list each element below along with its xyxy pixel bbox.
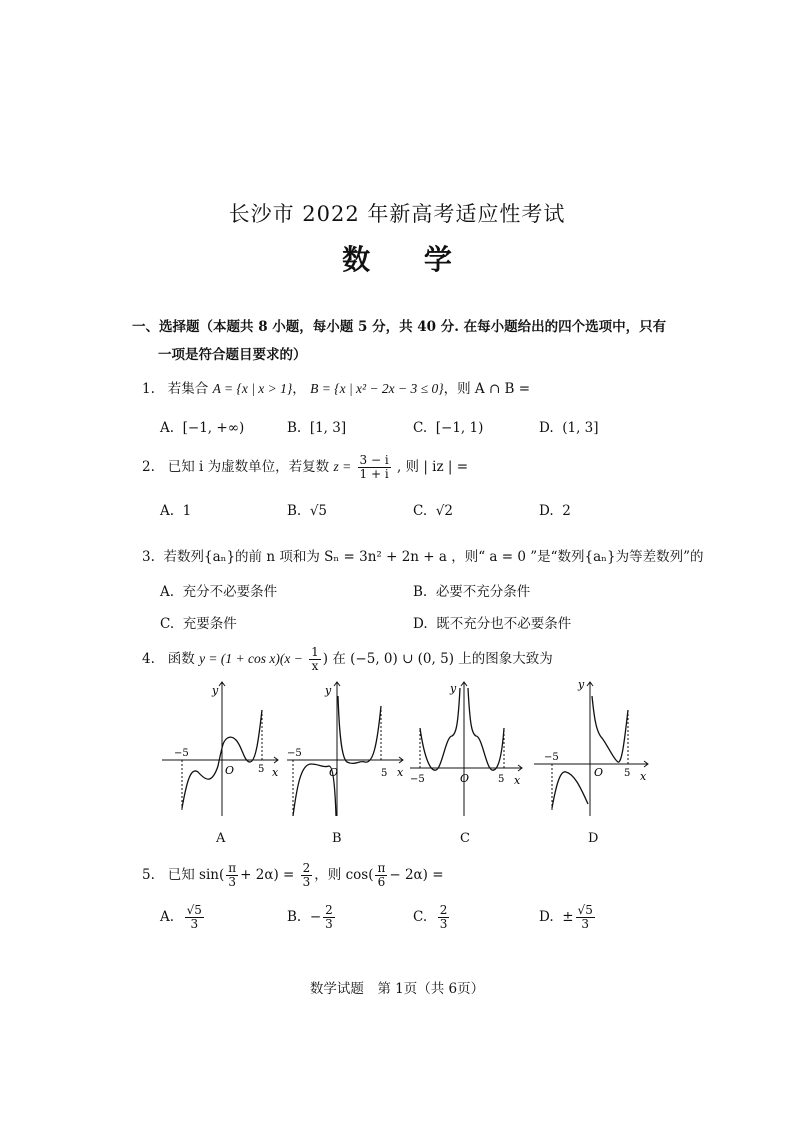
x-label: x <box>640 770 647 783</box>
denominator: 3 <box>190 917 199 931</box>
numerator: √5 <box>186 903 202 917</box>
question-4-prefix: 函数 <box>167 651 195 667</box>
question-2-suffix: , 则 | iz | = <box>396 459 469 475</box>
fraction <box>226 862 238 889</box>
fraction <box>576 904 595 931</box>
option-label: D. <box>539 503 554 519</box>
set-b: B = {x | x² − 2x − 3 ≤ 0} <box>310 381 444 396</box>
question-2 <box>142 454 468 481</box>
option-text: √5 <box>309 503 328 519</box>
q1-option-a[interactable] <box>160 420 244 436</box>
question-4 <box>142 646 553 673</box>
q3-option-a[interactable] <box>160 580 277 600</box>
option-text: [−1, 1) <box>435 420 484 436</box>
numerator: 2 <box>302 861 311 875</box>
section-heading-line2: 一项是符合题目要求的） <box>158 347 307 363</box>
q1-option-b[interactable] <box>287 420 346 436</box>
question-number: 3. <box>142 549 155 565</box>
graph-d[interactable] <box>532 676 654 826</box>
question-5-suffix: − 2α) = <box>389 867 444 883</box>
neg5-label: −5 <box>544 752 559 763</box>
section-heading-line1: 一、选择题（本题共 8 小题，每小题 5 分，共 40 分. 在每小题给出的四个选项中，只有 <box>132 319 667 335</box>
option-text: 充要条件 <box>182 616 237 632</box>
pos5-label: 5 <box>258 764 265 775</box>
numerator: π <box>377 861 386 875</box>
y-label: y <box>578 678 585 691</box>
pos5-label: 5 <box>381 768 388 779</box>
option-label: C. <box>413 503 428 519</box>
option-label: D. <box>539 420 554 436</box>
graph-b-label: B <box>332 831 342 846</box>
option-text: 2 <box>562 503 571 519</box>
graph-a[interactable] <box>160 676 282 826</box>
exam-title: 长沙市 2022 年新高考适应性考试 <box>228 202 566 226</box>
graph-b[interactable] <box>285 676 407 826</box>
question-1 <box>142 377 530 397</box>
option-text: [1, 3] <box>309 420 347 436</box>
origin-label: O <box>329 766 339 779</box>
function-expression: y = (1 + cos x)(x − <box>199 651 303 666</box>
option-label: A. <box>160 584 175 600</box>
question-5 <box>142 862 444 889</box>
option-text: [−1, +∞) <box>182 420 245 436</box>
y-label: y <box>325 684 332 697</box>
curve-right <box>592 696 628 762</box>
graph-d-label: D <box>588 831 599 846</box>
option-text: 1 <box>182 503 192 519</box>
option-label: A. <box>160 503 175 519</box>
y-label: y <box>450 682 457 695</box>
y-label: y <box>212 684 219 697</box>
graph-c-label: C <box>460 831 470 846</box>
fraction <box>185 904 204 931</box>
denominator: 6 <box>377 875 386 889</box>
option-sign: − <box>309 909 322 925</box>
q1-option-c[interactable] <box>413 420 483 436</box>
q3-option-d[interactable] <box>413 612 571 632</box>
origin-label: O <box>460 772 470 785</box>
pos5-label: 5 <box>498 774 505 785</box>
expression-mid1: + 2α) = <box>240 867 295 883</box>
fraction <box>309 646 321 673</box>
option-label: C. <box>413 420 428 436</box>
question-4-suffix: 在 (−5, 0) ∪ (0, 5) 上的图象大致为 <box>332 651 553 667</box>
option-label: C. <box>413 909 428 925</box>
closing-paren: ) <box>322 651 329 667</box>
numerator: √5 <box>577 903 593 917</box>
numerator: π <box>228 861 237 875</box>
fraction <box>358 454 391 481</box>
curve-right <box>468 688 504 770</box>
question-1-prefix: 若集合 <box>167 381 209 397</box>
neg5-label: −5 <box>287 748 302 759</box>
denominator: 3 <box>439 917 448 931</box>
neg5-label: −5 <box>410 774 425 785</box>
option-text: √2 <box>435 503 453 519</box>
curve-left <box>420 688 460 770</box>
denominator: 3 <box>581 917 589 931</box>
denominator: 3 <box>228 875 237 889</box>
option-text: 既不充分也不必要条件 <box>436 616 572 632</box>
numerator: 2 <box>439 903 448 917</box>
option-label: A. <box>160 909 175 925</box>
q5-option-b[interactable] <box>287 904 337 931</box>
z-equals: z = <box>333 459 352 474</box>
numerator: 1 <box>311 645 319 659</box>
option-label: B. <box>287 503 302 519</box>
x-label: x <box>397 766 404 779</box>
curve-right <box>338 696 381 763</box>
expression-mid2: ，则 cos( <box>314 867 374 883</box>
comma: ， <box>292 381 306 397</box>
fraction <box>323 904 335 931</box>
page-footer: 数学试题 第 1页（共 6页） <box>309 981 485 997</box>
option-label: A. <box>160 420 175 436</box>
fraction <box>438 904 450 931</box>
question-2-prefix: 已知 i 为虚数单位，若复数 <box>167 459 330 475</box>
denominator: x <box>311 659 319 673</box>
fraction <box>375 862 387 889</box>
question-3 <box>142 545 704 565</box>
question-number: 5. <box>142 867 155 883</box>
x-label: x <box>272 766 279 779</box>
graph-a-label: A <box>216 831 226 846</box>
neg5-label: −5 <box>174 748 189 759</box>
graph-c[interactable] <box>408 676 526 826</box>
q2-option-d[interactable] <box>539 503 571 519</box>
option-text: 必要不充分条件 <box>435 584 531 600</box>
option-label: B. <box>287 420 302 436</box>
question-number: 4. <box>142 651 155 667</box>
q5-option-d[interactable] <box>539 904 597 931</box>
curve-left <box>552 772 588 808</box>
option-label: C. <box>160 616 175 632</box>
q3-option-b[interactable] <box>413 580 530 600</box>
q5-option-a[interactable] <box>160 904 206 931</box>
q1-option-d[interactable] <box>539 420 599 436</box>
option-text: 充分不必要条件 <box>182 584 278 600</box>
q3-option-c[interactable] <box>160 612 237 632</box>
option-label: D. <box>413 616 428 632</box>
option-label: D. <box>539 909 554 925</box>
q2-option-c[interactable] <box>413 503 453 519</box>
x-label: x <box>514 774 521 787</box>
option-label: B. <box>413 584 428 600</box>
origin-label: O <box>225 764 235 777</box>
question-number: 2. <box>142 459 155 475</box>
denominator: 3 <box>302 875 311 889</box>
numerator: 2 <box>325 903 333 917</box>
fraction <box>301 862 313 889</box>
denominator: 1 + i <box>359 467 389 481</box>
origin-label: O <box>594 766 604 779</box>
denominator: 3 <box>325 917 333 931</box>
pos5-label: 5 <box>624 768 631 779</box>
question-3-text: 若数列{aₙ}的前 n 项和为 Sₙ = 3n² + 2n + a ，则“ a = 0 ”是“数列{aₙ}为等差数列”的 <box>163 549 704 565</box>
q2-option-a[interactable] <box>160 503 191 519</box>
option-text: (1, 3] <box>562 420 599 436</box>
numerator: 3 − i <box>359 453 389 467</box>
question-5-prefix: 已知 sin( <box>167 867 225 883</box>
question-number: 1. <box>142 381 155 397</box>
option-sign: ± <box>562 909 574 925</box>
option-label: B. <box>287 909 302 925</box>
q5-option-c[interactable] <box>413 904 451 931</box>
set-a: A = {x | x > 1} <box>212 381 293 396</box>
subject-title: 数 学 <box>342 243 474 276</box>
section-heading <box>132 313 672 369</box>
q2-option-b[interactable] <box>287 503 327 519</box>
question-1-suffix: ，则 A ∩ B = <box>443 381 531 397</box>
